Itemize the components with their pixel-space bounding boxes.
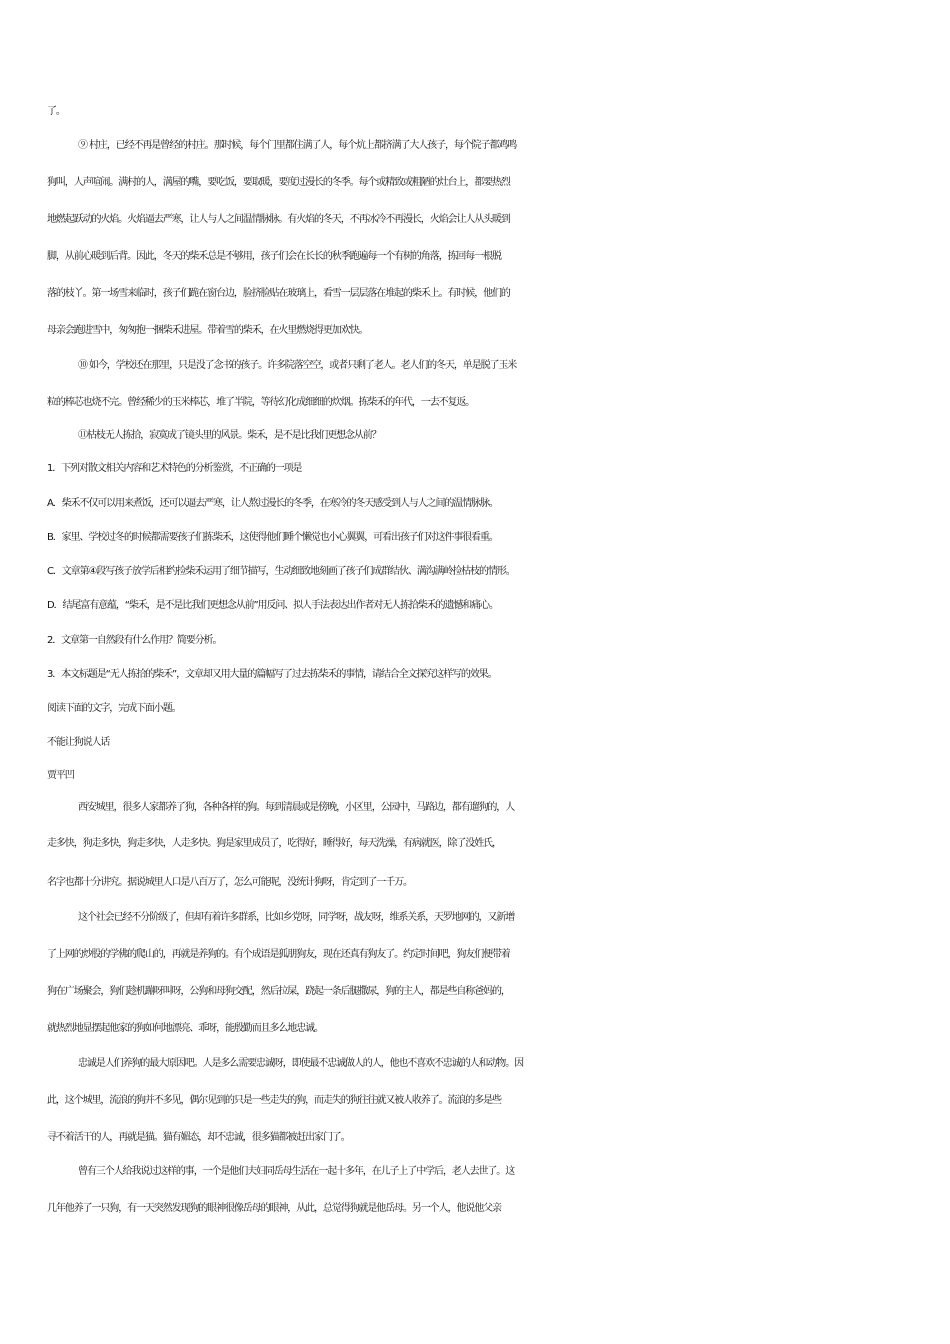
paragraph-9-line: 母亲会跑进雪中，匆匆抱一捆柴禾进屋。带着雪的柴禾，在火里燃烧得更加欢快。: [47, 325, 368, 336]
article-line: 曾有三个人给我说过这样的事，一个是他们夫妇同岳母生活在一起十多年，在儿子上了中学后，老人去世了。这: [78, 1166, 515, 1177]
article-line: 名字也都十分讲究。据说城里人口是八百万了，怎么可能呢，没统计狗呀，肯定到了一千万。: [47, 877, 412, 888]
option-a: A．柴禾不仅可以用来煮饭，还可以逼去严寒，让人熬过漫长的冬季，在寒冷的冬天感受到人与人之间的温情脉脉。: [47, 498, 498, 509]
paragraph-11-line: ⑪枯枝无人拣拾，寂寞成了镜头里的风景。柴禾，是不是比我们更想念从前？: [78, 430, 381, 441]
article-line: 走多快，狗走多快，狗走多快，人走多快。狗是家里成员了，吃得好，睡得好，每天洗澡，有病就医，除了没姓氏，: [47, 838, 501, 849]
article-author: 贾平凹: [47, 770, 74, 781]
article-line: 狗在广场聚会，狗们趁机蹦呀叫呀，公狗和母狗交配，然后拉屎，跷起一条后腿撒尿，狗的主人，都是些自称爸妈的，: [47, 986, 510, 997]
article-line: 了上网的炒股的学佛的爬山的，再就是养狗的。有个成语是狐朋狗友，现在还真有狗友了。约定时间吧，狗友们便带着: [47, 949, 510, 960]
paragraph-10-line: ⑩ 如今，学校还在那里，只是没了念书的孩子。许多院落空空，或者只剩了老人。老人们的冬天，单是脱了玉米: [78, 360, 517, 371]
article-line: 忠诚是人们养狗的最大原因吧。人是多么需要忠诚呀，即使最不忠诚做人的人，他也不喜欢不忠诚的人和动物。因: [78, 1058, 523, 1069]
article-title: 不能让狗说人话: [47, 737, 110, 748]
paragraph-9-line: 脚，从前心暖到后背。因此，冬天的柴禾总是不够用，孩子们会在长长的秋季跑遍每一个有树的角落，拣回每一根脱: [47, 251, 501, 262]
reading-instruction: 阅读下面的文字，完成下面小题。: [47, 703, 181, 714]
article-line: 西安城里，很多人家都养了狗，各种各样的狗。每到清晨或是傍晚，小区里，公园中，马路边，都有遛狗的，人: [78, 802, 515, 813]
paragraph-9-line: 地燃起跃动的火焰。火焰逼去严寒，让人与人之间温情脉脉。有火焰的冬天，不再冰冷不再漫长，火焰会让人从头暖到: [47, 214, 510, 225]
article-line: 几年他养了一只狗，有一天突然发现狗的眼神很像岳母的眼神，从此，总觉得狗就是他岳母。另一个人，他说他父亲: [47, 1203, 501, 1214]
article-line: 寻不着活干的人，再就是猫。猫有媚态，却不忠诚，很多猫都被赶出家门了。: [47, 1132, 350, 1143]
question-1: 1．下列对散文相关内容和艺术特色的分析鉴赏，不正确的一项是: [47, 463, 302, 474]
paragraph-9-line: 狗叫，人声喧闹。满村的人，满屋的嘴，要吃饭，要取暖，要度过漫长的冬季。每个或精致或粗陋的灶台上，都要热烈: [47, 177, 510, 188]
article-line: 这个社会已经不分阶级了，但却有着许多群系，比如乡党呀，同学呀，战友呀，维系关系，天罗地网的，又新增: [78, 912, 515, 923]
paragraph-10-line: 粒的棒芯也烧不完。曾经稀少的玉米棒芯，堆了半院，等待幻化成细细的炊烟。拣柴禾的年代，一去不复返。: [47, 397, 475, 408]
option-c: C．文章第④段写孩子放学后相约捡柴禾运用了细节描写，生动细致地刻画了孩子们成群结伙、满沟满岭捡枯枝的情形。: [47, 566, 515, 577]
paragraph-9-line: 落的枝丫。第一场雪来临时，孩子们跪在窗台边，脸挤脸贴在玻璃上，看雪一层层落在堆起的柴禾上。有时候，他们的: [47, 288, 510, 299]
option-d: D．结尾富有意蕴，“柴禾，是不是比我们更想念从前”用反问、拟人手法表达出作者对无人拣拾柴禾的遗憾和痛心。: [47, 600, 498, 611]
question-3: 3．本文标题是“无人拣拾的柴禾”，文章却又用大量的篇幅写了过去拣柴禾的事情，请结合全文探究这样写的效果。: [47, 669, 497, 680]
text-line: 了。: [47, 106, 65, 117]
question-2: 2．文章第一自然段有什么作用？简要分析。: [47, 635, 222, 646]
article-line: 此，这个城里，流浪的狗并不多见，偶尔见到的只是一些走失的狗，而走失的狗往往就又被人收养了。流浪的多是些: [47, 1095, 501, 1106]
paragraph-9-line: ⑨ 村庄，已经不再是曾经的村庄。那时候，每个门里都住满了人，每个炕上都挤满了大人孩子，每个院子都鸡鸣: [78, 140, 517, 151]
article-line: 就热烈地显摆起他家的狗如何地漂亮、乖呀，能殷勤而且多么地忠诚。: [47, 1023, 323, 1034]
option-b: B．家里、学校过冬的时候都需要孩子们拣柴禾，这使得他们睡个懒觉也小心翼翼，可看出孩子们对这件事很看重。: [47, 532, 498, 543]
